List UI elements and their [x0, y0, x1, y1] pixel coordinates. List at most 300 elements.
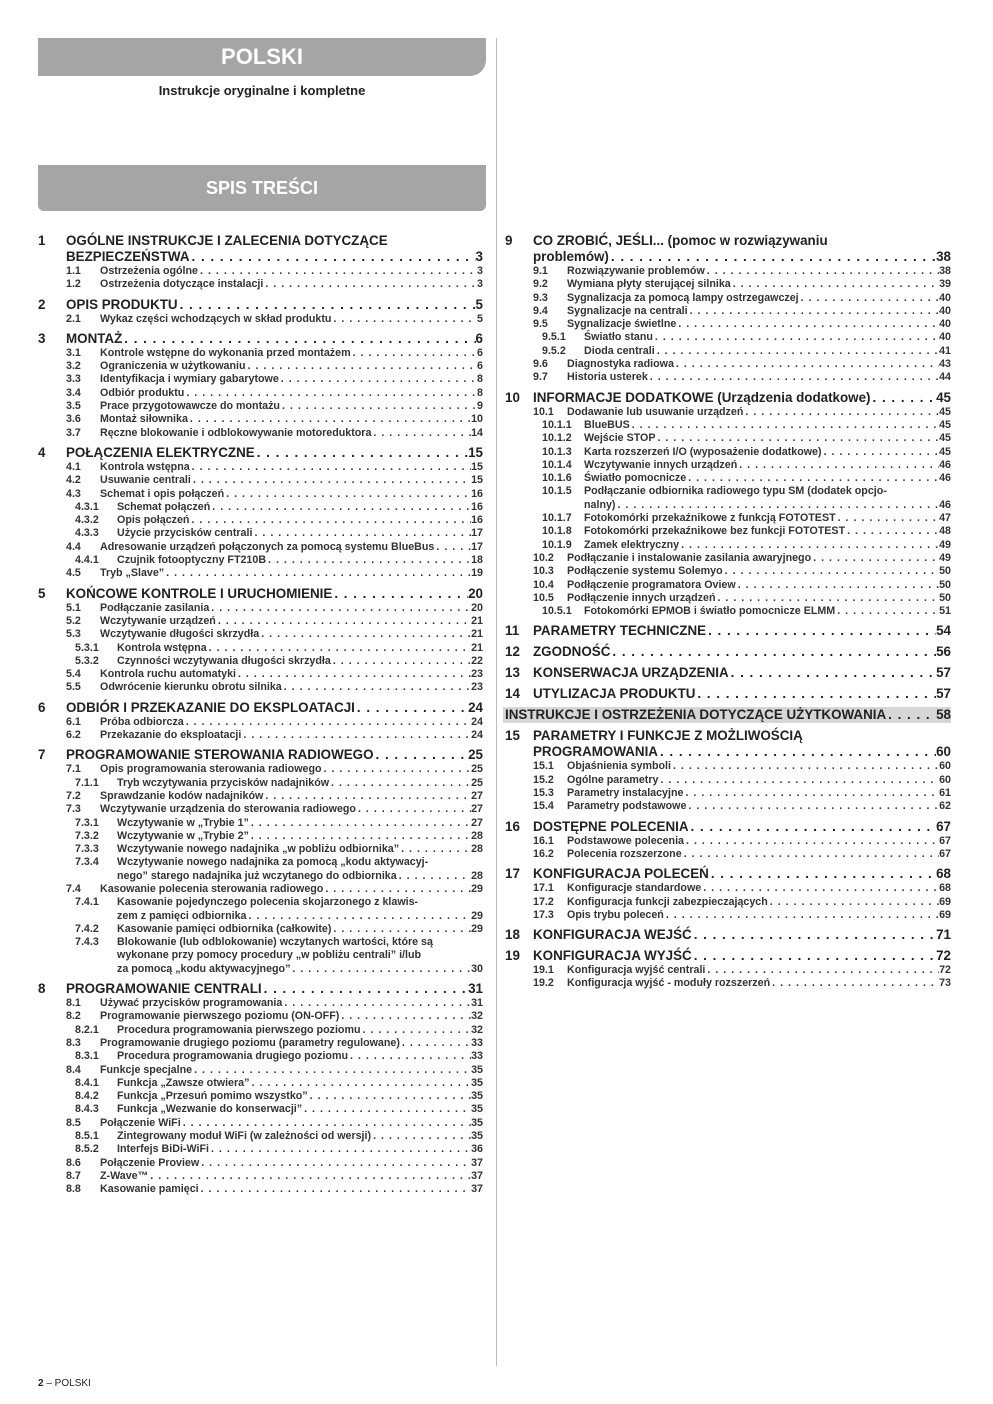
entry-title: Fotokomórki przekaźnikowe z funkcją FOTOTEST: [584, 512, 836, 525]
page-number: 23: [471, 668, 483, 681]
entry-body: [567, 278, 951, 291]
dot-leader: [715, 592, 939, 605]
toc-section-row: [505, 233, 951, 265]
page-number: 5: [477, 312, 483, 325]
toc-entry: [66, 527, 483, 540]
document-subtitle: Instrukcje oryginalne i kompletne: [158, 83, 366, 98]
entry-body: [100, 488, 483, 501]
section-body: [533, 866, 951, 882]
dot-leader: [331, 923, 471, 936]
entry-number: 4.1: [66, 460, 81, 473]
toc-line: [533, 665, 951, 681]
entry-title: Adresowanie urządzeń połączonych za pomocą systemu BlueBus: [100, 540, 435, 553]
section-title: KONFIGURACJA POLECEŃ: [533, 866, 709, 882]
toc-line: [533, 744, 951, 760]
entry-body: [567, 318, 951, 331]
page-number: 29: [471, 909, 483, 922]
entry-body: [100, 628, 483, 641]
toc-entry: [66, 1090, 483, 1103]
dot-leader: [736, 579, 939, 592]
toc-entry: [66, 1077, 483, 1090]
toc-entry: [66, 883, 483, 896]
entry-title: Sprawdzanie kodów nadajników: [100, 789, 264, 802]
entry-number: 8.3: [66, 1036, 81, 1049]
toc-section: [505, 819, 951, 862]
toc-section: [505, 623, 951, 639]
page-number: 28: [471, 843, 483, 856]
entry-title: Opis trybu poleceń: [567, 908, 664, 921]
entry-number: 8.6: [66, 1156, 81, 1169]
toc-line: [117, 910, 483, 923]
dot-leader: [655, 345, 939, 358]
page-number: 69: [939, 908, 951, 921]
page-number: 35: [471, 1116, 483, 1129]
dot-leader: [224, 488, 471, 501]
page-number: 72: [936, 948, 951, 964]
entry-number: 4.2: [66, 474, 81, 487]
entry-body: [117, 554, 483, 567]
toc-subitems: [66, 716, 483, 743]
entry-body: [100, 347, 483, 360]
toc-entry: [533, 800, 951, 813]
section-body: [505, 707, 951, 723]
toc-section-row: [38, 445, 483, 461]
toc-entry: [66, 313, 483, 326]
toc-line: [100, 1117, 483, 1130]
entry-title: Podłączenie programatora Oview: [567, 578, 736, 591]
toc-entry: [66, 360, 483, 373]
toc-right-column: [505, 233, 951, 996]
page-number: 15: [471, 474, 483, 487]
toc-line: [584, 605, 951, 618]
toc-section-row: [38, 981, 483, 997]
toc-entry: [66, 602, 483, 615]
dot-leader: [658, 774, 939, 787]
dot-leader: [255, 445, 468, 461]
toc-line: [567, 552, 951, 565]
section-body: [66, 233, 483, 265]
toc-entry: [66, 729, 483, 742]
toc-section: [505, 644, 951, 660]
entry-body: [100, 474, 483, 487]
section-number: 7: [38, 747, 46, 763]
dot-leader: [374, 747, 469, 763]
toc-line: [100, 265, 483, 278]
entry-title: Próba odbiorcza: [100, 715, 184, 728]
page-number: 45: [939, 432, 951, 445]
entry-number: 3.2: [66, 360, 81, 373]
entry-number: 4.4.1: [75, 554, 99, 567]
entry-number: 10.1.9: [542, 538, 572, 551]
page-number: 58: [936, 707, 951, 723]
entry-title: Funkcja „Wezwanie do konserwacji”: [117, 1103, 303, 1116]
toc-subitems: [66, 347, 483, 440]
entry-number: 4.3.1: [75, 500, 99, 513]
toc-line: [533, 623, 951, 639]
toc-section-row: [38, 747, 483, 763]
page-number: 33: [471, 1036, 483, 1049]
entry-number: 17.1: [533, 882, 554, 895]
entry-number: 8.1: [66, 997, 81, 1010]
dot-leader: [729, 665, 936, 681]
entry-title: Kasowanie pamięci odbiornika (całkowite): [117, 922, 332, 935]
toc-entry: [66, 461, 483, 474]
entry-body: [567, 977, 951, 990]
entry-title: Parametry instalacyjne: [567, 787, 684, 800]
page-number: 5: [475, 296, 483, 312]
entry-number: 7.3.2: [75, 829, 99, 842]
dot-leader: [323, 883, 471, 896]
toc-line: [584, 432, 951, 445]
entry-number: 7.2: [66, 789, 81, 802]
toc-section: [38, 747, 483, 976]
toc-entry: [66, 1157, 483, 1170]
dot-leader: [701, 882, 939, 895]
page-number: 71: [936, 927, 951, 943]
toc-entry: [533, 909, 951, 922]
toc-line: [100, 360, 483, 373]
entry-number: 7.4.2: [75, 922, 99, 935]
dot-leader: [308, 1090, 471, 1103]
section-title: INFORMACJE DODATKOWE (Urządzenia dodatkowe): [533, 389, 871, 405]
section-body: [66, 747, 483, 763]
entry-body: [117, 856, 483, 883]
entry-body: [100, 567, 483, 580]
toc-entry: [66, 1183, 483, 1196]
entry-number: 5.1: [66, 601, 81, 614]
toc-line: [100, 387, 483, 400]
toc-entry: [66, 400, 483, 413]
dot-leader: [676, 318, 939, 331]
entry-title: Programowanie pierwszego poziomu (ON-OFF): [100, 1010, 340, 1023]
page-number: 57: [936, 665, 951, 681]
toc-line: [100, 461, 483, 474]
toc-entry: [66, 997, 483, 1010]
section-number: 3: [38, 330, 46, 346]
toc-entry: [66, 1130, 483, 1143]
toc-line: [117, 554, 483, 567]
toc-line: [100, 615, 483, 628]
dot-leader: [348, 1050, 471, 1063]
toc-section-row: [505, 665, 951, 681]
toc-entry: [66, 567, 483, 580]
page-number: 60: [939, 760, 951, 773]
entry-number: 19.1: [533, 964, 554, 977]
section-title: UTYLIZACJA PRODUKTU: [533, 686, 696, 702]
toc-entry: [66, 265, 483, 278]
entry-number: 4.4: [66, 540, 81, 553]
page-number: 17: [471, 527, 483, 540]
entry-number: 9.3: [533, 291, 548, 304]
entry-title: Blokowanie (lub odblokowanie) wczytanych wartości, które są: [117, 936, 433, 949]
page-number: 46: [939, 472, 951, 485]
toc-line: [100, 997, 483, 1010]
toc-line: [567, 579, 951, 592]
toc-line: [533, 819, 951, 835]
entry-body: [117, 527, 483, 540]
section-number: 10: [505, 389, 520, 405]
toc-entry: [66, 817, 483, 830]
dot-leader: [351, 347, 477, 360]
dot-leader: [671, 760, 939, 773]
entry-number: 7.3.3: [75, 843, 99, 856]
toc-section: [38, 297, 483, 326]
page-number: 49: [939, 538, 951, 551]
entry-title: Kontrola wstępna: [117, 641, 207, 654]
toc-line: [100, 790, 483, 803]
section-title: KONFIGURACJA WEJŚĆ: [533, 927, 692, 943]
entry-body: [117, 1090, 483, 1103]
toc-subitems: [533, 760, 951, 813]
dot-leader: [845, 525, 939, 538]
dot-leader: [705, 964, 939, 977]
page-number: 46: [939, 498, 951, 511]
toc-entry: [66, 541, 483, 554]
dot-leader: [181, 1117, 471, 1130]
toc-line: [567, 787, 951, 800]
page-number: 10: [471, 413, 483, 426]
section-body: [533, 948, 951, 964]
toc-entry: [533, 345, 951, 358]
dot-leader: [768, 896, 939, 909]
entry-body: [100, 1010, 483, 1023]
toc-line: [117, 777, 483, 790]
section-number: 4: [38, 444, 46, 460]
entry-title: Sygnalizacje na centrali: [567, 304, 688, 317]
entry-number: 7.4.1: [75, 896, 99, 909]
entry-body: [100, 803, 483, 816]
toc-line: [66, 445, 483, 461]
page-number: 37: [471, 1169, 483, 1182]
toc-line: [567, 371, 951, 384]
section-gap: [505, 991, 951, 996]
page-number: 50: [939, 565, 951, 578]
entry-number: 5.3.1: [75, 641, 99, 654]
section-title: KONFIGURACJA WYJŚĆ: [533, 948, 692, 964]
entry-title: Ograniczenia w użytkowaniu: [100, 360, 246, 373]
page-number: 25: [471, 763, 483, 776]
entry-body: [117, 501, 483, 514]
dot-leader: [355, 700, 468, 716]
section-title: PROGRAMOWANIE STEROWANIA RADIOWEGO: [66, 747, 374, 763]
toc-entry: [66, 615, 483, 628]
page-number: 69: [939, 895, 951, 908]
page-number: 37: [471, 1183, 483, 1196]
toc-entry: [533, 371, 951, 384]
section-title-cont: problemów): [533, 249, 609, 264]
toc-line: [567, 305, 951, 318]
page-number: 29: [471, 922, 483, 935]
entry-body: [100, 790, 483, 803]
toc-entry: [66, 843, 483, 856]
toc-line: [584, 446, 951, 459]
section-body: [533, 390, 951, 406]
page-number: 9: [477, 400, 483, 413]
entry-body: [567, 909, 951, 922]
toc-line: [66, 747, 483, 763]
entry-number: 9.5.2: [542, 344, 566, 357]
page-number: 3: [475, 249, 483, 264]
toc-line: [584, 539, 951, 552]
page-number: 15: [468, 444, 483, 460]
page-number: 72: [939, 964, 951, 977]
dot-leader: [737, 459, 939, 472]
entry-number: 10.4: [533, 578, 554, 591]
dot-leader: [655, 432, 939, 445]
toc-line: [567, 896, 951, 909]
toc-entry: [66, 1064, 483, 1077]
page-number: 28: [471, 869, 483, 882]
entry-number: 7.4: [66, 882, 81, 895]
dot-leader: [653, 331, 939, 344]
dot-leader: [695, 686, 936, 702]
dot-leader: [709, 866, 936, 882]
toc-entry: [533, 964, 951, 977]
entry-title: Funkcja „Przesuń pomimo wszystko”: [117, 1090, 308, 1103]
section-number: 8: [38, 981, 46, 997]
toc-line: [100, 716, 483, 729]
page-number: 20: [471, 601, 483, 614]
section-title: ODBIÓR I PRZEKAZANIE DO EKSPLOATACJI: [66, 699, 355, 715]
entry-number: 4.3: [66, 487, 81, 500]
entry-title: Wczytywanie w „Trybie 1”: [117, 816, 249, 829]
toc-entry: [533, 579, 951, 592]
entry-body: [100, 1117, 483, 1130]
dot-leader: [835, 605, 939, 618]
toc-line: [66, 249, 483, 265]
entry-number: 8.4.1: [75, 1076, 99, 1089]
page-number: 6: [477, 346, 483, 359]
entry-body: [100, 413, 483, 426]
page-number: 40: [939, 318, 951, 331]
toc-entry: [66, 413, 483, 426]
entry-body: [584, 605, 951, 618]
toc-section-row: [505, 390, 951, 406]
toc-line: [117, 1090, 483, 1103]
section-title: PARAMETRY I FUNKCJE Z MOŻLIWOŚCIĄ: [533, 728, 803, 744]
section-number: 1: [38, 233, 46, 248]
entry-number: 17.2: [533, 895, 554, 908]
section-title: MONTAŻ: [66, 330, 123, 346]
entry-title: Fotokomórki przekaźnikowe bez funkcji FOTOTEST: [584, 525, 846, 538]
entry-number: 1.2: [66, 278, 81, 291]
toc-section: [505, 927, 951, 943]
page-number: 39: [939, 278, 951, 291]
dot-leader: [190, 249, 476, 265]
entry-number: 9.7: [533, 371, 548, 384]
entry-number: 4.3.2: [75, 514, 99, 527]
toc-entry: [533, 835, 951, 848]
page-number: 73: [939, 977, 951, 990]
dot-leader: [188, 413, 471, 426]
toc-entry: [66, 936, 483, 976]
entry-body: [567, 265, 951, 278]
page-footer: [38, 1378, 91, 1389]
entry-body: [117, 1103, 483, 1116]
footer-label: – POLSKI: [43, 1378, 91, 1389]
entry-body: [567, 592, 951, 605]
dot-leader: [871, 390, 937, 406]
toc-line: [533, 644, 951, 660]
entry-title: Konfiguracja wyjść - moduły rozszerzeń: [567, 977, 771, 990]
entry-number: 1.1: [66, 265, 81, 277]
entry-body: [100, 1170, 483, 1183]
section-number: 13: [505, 665, 520, 681]
entry-body: [567, 882, 951, 895]
toc-line: [100, 427, 483, 440]
entry-body: [567, 579, 951, 592]
toc-line: [66, 297, 483, 313]
toc-line: [533, 866, 951, 882]
dot-leader: [434, 541, 471, 554]
toc-entry: [66, 668, 483, 681]
toc-entry: [533, 977, 951, 990]
dot-leader: [279, 373, 477, 386]
dot-leader: [191, 474, 471, 487]
toc-section-row: [505, 644, 951, 660]
entry-title: Procedura programowania pierwszego poziomu: [117, 1023, 361, 1036]
toc-line: [117, 642, 483, 655]
entry-title: Opis połączeń: [117, 514, 190, 527]
entry-body: [567, 292, 951, 305]
entry-body: [117, 642, 483, 655]
entry-number: 3.1: [66, 346, 81, 359]
section-body: [66, 700, 483, 716]
entry-number: 8.2.1: [75, 1023, 99, 1036]
dot-leader: [811, 552, 939, 565]
toc-entry: [533, 552, 951, 565]
entry-body: [100, 1157, 483, 1170]
entry-body: [100, 668, 483, 681]
entry-body: [567, 565, 951, 578]
toc-line: [567, 909, 951, 922]
toc-line: [533, 249, 951, 265]
toc-heading: SPIS TREŚCI: [38, 165, 486, 211]
section-body: [533, 233, 951, 265]
entry-body: [100, 615, 483, 628]
toc-line: [117, 1143, 483, 1156]
page-number: 27: [471, 789, 483, 802]
toc-line: [100, 1170, 483, 1183]
toc-entry: [66, 763, 483, 776]
entry-body: [117, 1050, 483, 1063]
entry-number: 4.3.3: [75, 527, 99, 540]
column-divider: [496, 38, 497, 1366]
page-number: 16: [471, 487, 483, 500]
toc-entry: [533, 485, 951, 512]
entry-number: 10.3: [533, 565, 554, 578]
toc-entry: [66, 474, 483, 487]
dot-leader: [266, 554, 471, 567]
dot-leader: [190, 461, 471, 474]
entry-body: [100, 716, 483, 729]
page-number: 21: [471, 641, 483, 654]
entry-body: [117, 896, 483, 923]
toc-entry: [533, 472, 951, 485]
page-number: 49: [939, 551, 951, 564]
entry-number: 9.5: [533, 318, 548, 331]
entry-body: [100, 373, 483, 386]
page-number: 6: [477, 360, 483, 373]
entry-title: Czujnik fotooptyczny FT210B: [117, 554, 267, 567]
toc-section-row: [38, 700, 483, 716]
entry-body: [567, 406, 951, 419]
entry-title: Tryb wczytywania przycisków nadajników: [117, 776, 330, 789]
dot-leader: [648, 371, 939, 384]
toc-section: [505, 665, 951, 681]
entry-body: [100, 541, 483, 554]
entry-title: Parametry podstawowe: [567, 800, 687, 813]
